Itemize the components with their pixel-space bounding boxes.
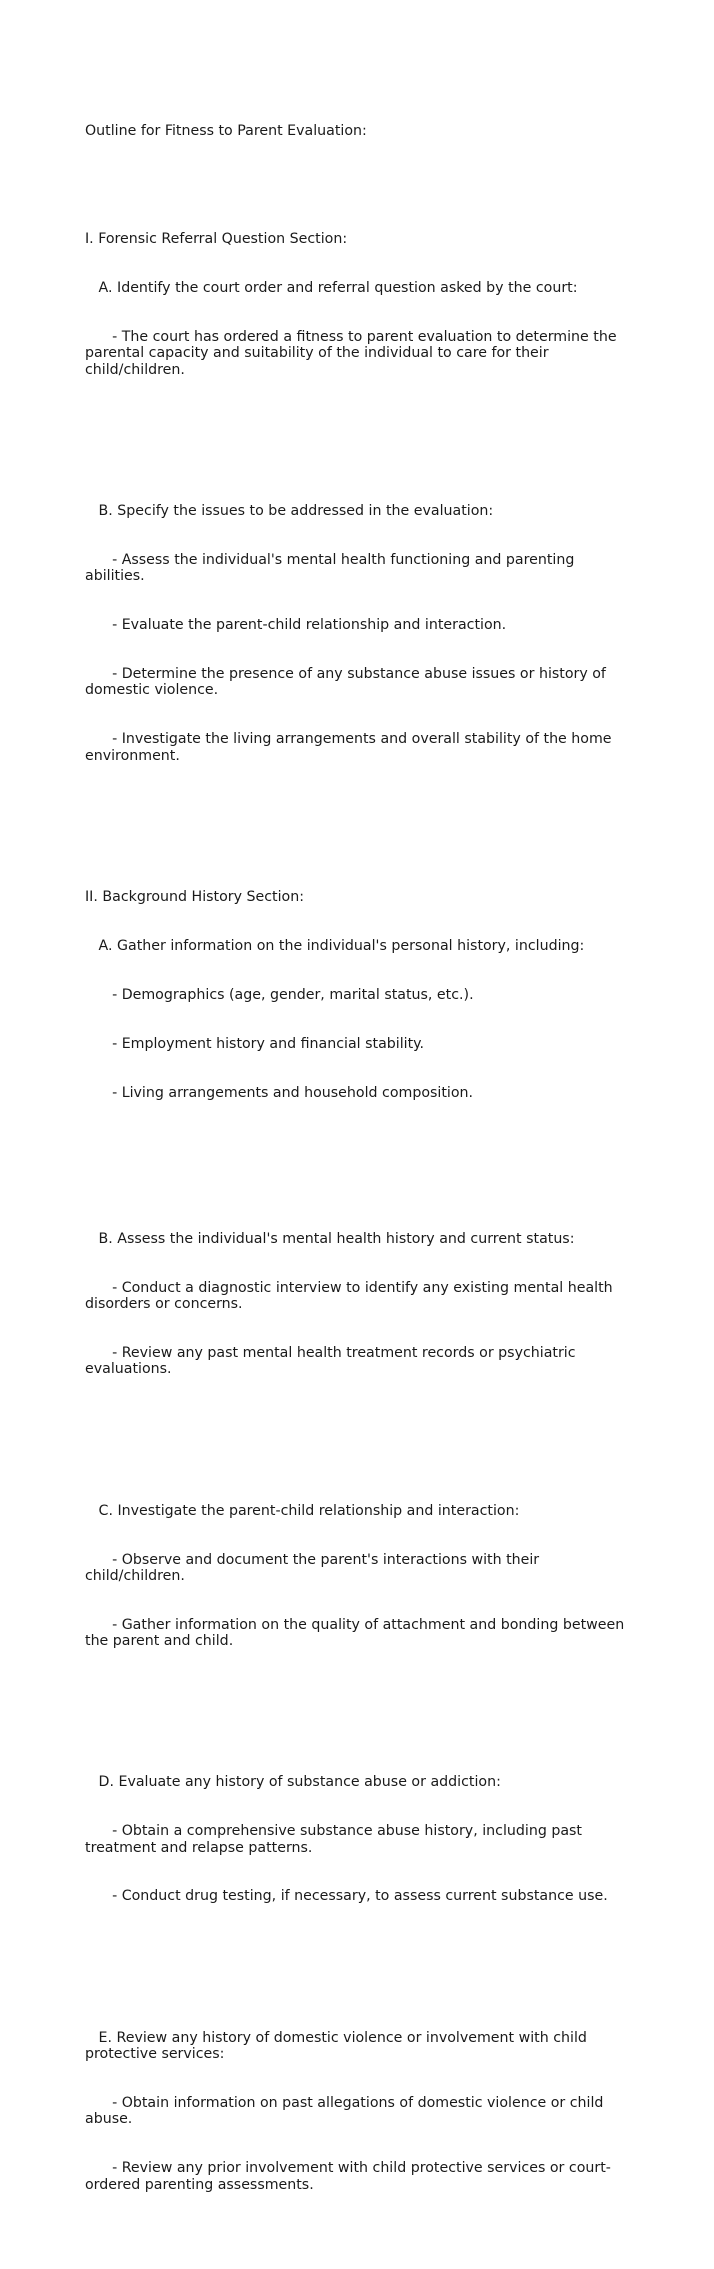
- section-2-background-d: [85, 1742, 625, 1938]
- bullet-item: - Observe and document the parent's interactions with their child/children.: [85, 1551, 544, 1584]
- bullet-item: - Assess the individual's mental health functioning and parenting abilities.: [85, 552, 579, 585]
- bullet-item: - Employment history and financial stability.: [85, 1035, 425, 1052]
- bullet-item: - Living arrangements and household composition.: [85, 1084, 474, 1101]
- subsection-heading: E. Review any history of domestic violence or involvement with child protective services:: [85, 2029, 592, 2063]
- bullet-item: - Obtain information on past allegations of domestic violence or child abuse.: [85, 2095, 608, 2128]
- bullet-item: - Obtain a comprehensive substance abuse history, including past treatment and relapse patterns.: [85, 1823, 587, 1856]
- subsection-heading: A. Identify the court order and referral question asked by the court:: [85, 280, 578, 297]
- bullet-item: - The court has ordered a fitness to parent evaluation to determine the parental capacity and suitability of the individual to care for their child/children.: [85, 329, 622, 378]
- bullet-item: - Gather information on the quality of attachment and bonding between the parent and child.: [85, 1616, 629, 1650]
- subsection-heading: D. Evaluate any history of substance abuse or addiction:: [85, 1774, 501, 1791]
- section-1-referral-question-b: [85, 471, 625, 797]
- bullet-item: - Review any past mental health treatment records or psychiatric evaluations.: [85, 1344, 581, 1378]
- subsection-heading: A. Gather information on the individual's personal history, including:: [85, 937, 585, 954]
- section-1-referral-question-a: [85, 199, 625, 411]
- bullet-item: - Review any prior involvement with child protective services or court-ordered parenting assessments.: [85, 2160, 611, 2193]
- section-2-background-a: [85, 856, 625, 1133]
- bullet-item: - Determine the presence of any substance abuse issues or history of domestic violence.: [85, 666, 611, 699]
- section-2-background-c: [85, 1470, 629, 1682]
- subsection-heading: C. Investigate the parent-child relationship and interaction:: [85, 1502, 520, 1519]
- section-heading: II. Background History Section:: [85, 888, 305, 905]
- document-body: [85, 90, 629, 2269]
- bullet-item: - Conduct drug testing, if necessary, to assess current substance use.: [85, 1888, 608, 1905]
- document-title: Outline for Fitness to Parent Evaluation:: [85, 122, 367, 139]
- bullet-item: - Conduct a diagnostic interview to identify any existing mental health disorders or concerns.: [85, 1279, 618, 1313]
- section-heading: I. Forensic Referral Question Section:: [85, 231, 348, 248]
- section-2-background-e: [85, 1997, 625, 2225]
- subsection-heading: B. Assess the individual's mental health history and current status:: [85, 1230, 575, 1247]
- bullet-item: - Investigate the living arrangements and overall stability of the home environment.: [85, 731, 617, 764]
- section-2-background-b: [85, 1198, 625, 1410]
- bullet-item: - Demographics (age, gender, marital status, etc.).: [85, 986, 474, 1003]
- bullet-item: - Evaluate the parent-child relationship and interaction.: [85, 617, 507, 634]
- subsection-heading: B. Specify the issues to be addressed in the evaluation:: [85, 503, 494, 520]
